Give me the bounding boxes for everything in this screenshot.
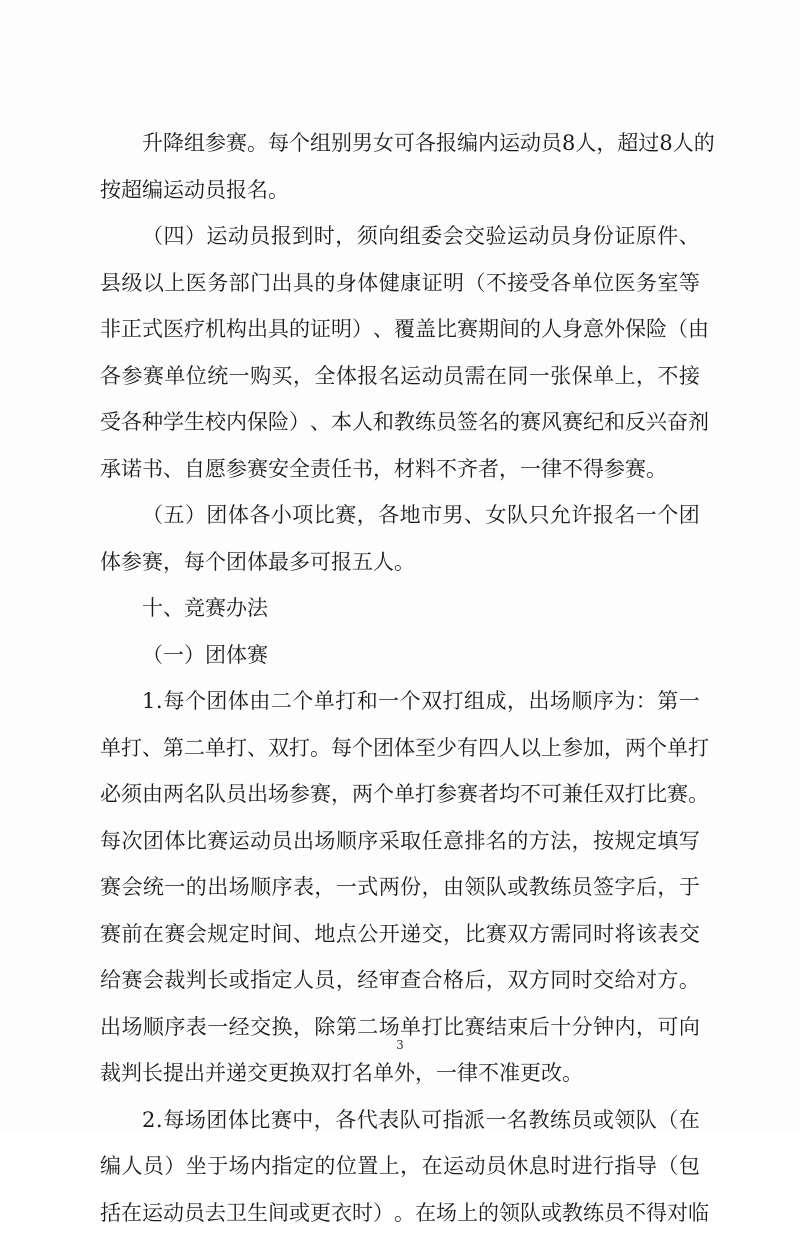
paragraph-line: 各 参 赛 单 位 统 一 购 买 ， 全 体 报 名 运 动 员 需 在 同 一 张 保 单 上 ， 不 接 xyxy=(100,353,700,400)
paragraph-line: 2 . 每 场 团 体 比 赛 中 ， 各 代 表 队 可 指 派 一 名 教 练 员 或 领 队 （ 在 xyxy=(100,1097,700,1144)
section-heading: 十、竞赛办法 xyxy=(100,585,700,632)
paragraph-line: 给 赛 会 裁 判 长 或 指 定 人 员 ， 经 审 查 合 格 后 ， 双 方 同 时 交 给 对 方 。 xyxy=(100,957,700,1004)
paragraph-line: 1 . 每 个 团 体 由 二 个 单 打 和 一 个 双 打 组 成 ， 出 场 顺 序 为 ： 第 一 xyxy=(100,678,700,725)
paragraph-line: 受 各 种 学 生 校 内 保 险 ） 、 本 人 和 教 练 员 签 名 的 赛 风 赛 纪 和 反 兴 奋 剂 xyxy=(100,399,700,446)
document-body xyxy=(100,120,700,1236)
paragraph-line: 出 场 顺 序 表 一 经 交 换 ， 除 第 二 场 单 打 比 赛 结 束 后 十 分 钟 内 ， 可 向 xyxy=(100,1004,700,1051)
subsection-heading: （一）团体赛 xyxy=(100,632,700,679)
paragraph-line: 每 次 团 体 比 赛 运 动 员 出 场 顺 序 采 取 任 意 排 名 的 方 法 ， 按 规 定 填 写 xyxy=(100,818,700,865)
paragraph-line: 单 打 、 第 二 单 打 、 双 打 。 每 个 团 体 至 少 有 四 人 以 上 参 加 ， 两 个 单 打 xyxy=(100,725,700,772)
paragraph-line: 升 降 组 参 赛 。 每 个 组 别 男 女 可 各 报 编 内 运 动 员 8 人 ， 超 过 8 人 的 xyxy=(100,120,700,167)
paragraph-line: 编 人 员 ） 坐 于 场 内 指 定 的 位 置 上 ， 在 运 动 员 休 息 时 进 行 指 导 （ 包 xyxy=(100,1143,700,1190)
paragraph-line: 承诺书、自愿参赛安全责任书，材料不齐者，一律不得参赛。 xyxy=(100,446,700,493)
paragraph-line: （ 四 ） 运 动 员 报 到 时 ， 须 向 组 委 会 交 验 运 动 员 身 份 证 原 件 、 xyxy=(100,213,700,260)
paragraph-line: 必 须 由 两 名 队 员 出 场 参 赛 ， 两 个 单 打 参 赛 者 均 不 可 兼 任 双 打 比 赛 。 xyxy=(100,771,700,818)
paragraph-line: 体参赛，每个团体最多可报五人。 xyxy=(100,539,700,586)
paragraph-line: 非 正 式 医 疗 机 构 出 具 的 证 明 ） 、 覆 盖 比 赛 期 间 的 人 身 意 外 保 险 （ 由 xyxy=(100,306,700,353)
paragraph-line: 括 在 运 动 员 去 卫 生 间 或 更 衣 时 ） 。 在 场 上 的 领 队 或 教 练 员 不 得 对 临 xyxy=(100,1190,700,1236)
paragraph-line: 按超编运动员报名。 xyxy=(100,167,700,214)
paragraph-line: 赛 前 在 赛 会 规 定 时 间 、 地 点 公 开 递 交 ， 比 赛 双 方 需 同 时 将 该 表 交 xyxy=(100,911,700,958)
paragraph-line: 县 级 以 上 医 务 部 门 出 具 的 身 体 健 康 证 明 （ 不 接 受 各 单 位 医 务 室 等 xyxy=(100,260,700,307)
paragraph-line: 裁判长提出并递交更换双打名单外，一律不准更改。 xyxy=(100,1050,700,1097)
paragraph-line: （ 五 ） 团 体 各 小 项 比 赛 ， 各 地 市 男 、 女 队 只 允 许 报 名 一 个 团 xyxy=(100,492,700,539)
page-number: 3 xyxy=(0,1038,800,1052)
paragraph-line: 赛 会 统 一 的 出 场 顺 序 表 ， 一 式 两 份 ， 由 领 队 或 教 练 员 签 字 后 ， 于 xyxy=(100,864,700,911)
